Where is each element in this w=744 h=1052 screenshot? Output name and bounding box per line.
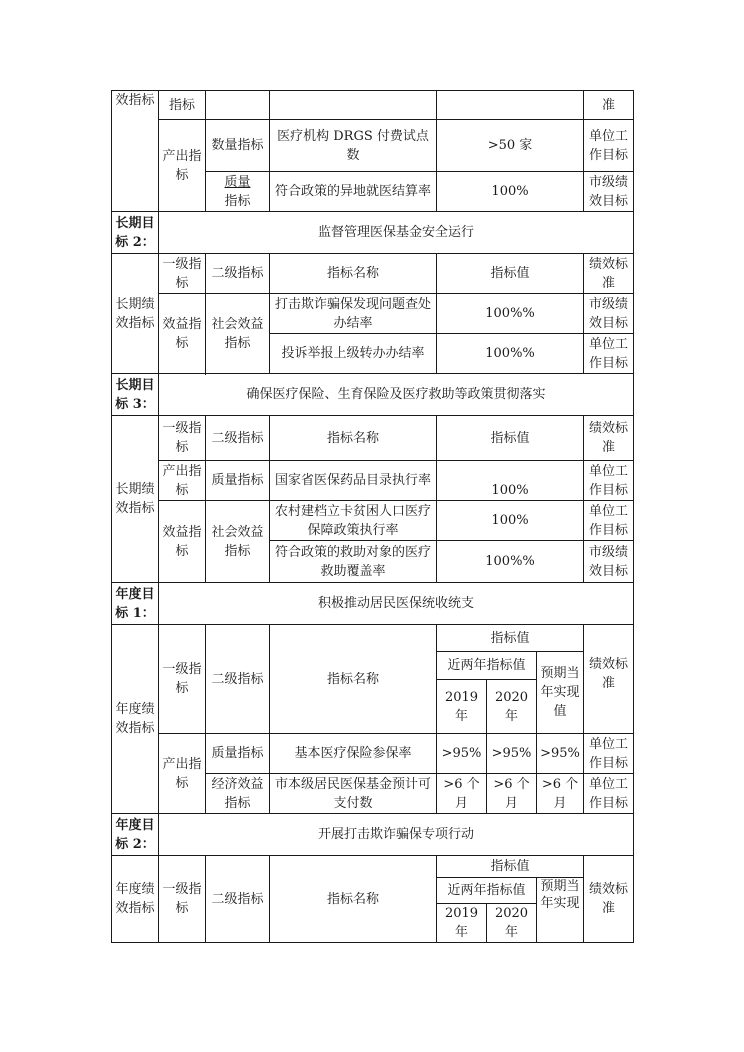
indicator-name: 基本医疗保险参保率 xyxy=(270,734,437,774)
table-row xyxy=(112,734,634,774)
level2-label-b: 指标 xyxy=(224,193,251,209)
table-row xyxy=(112,294,634,334)
level1-label: 产出指标 xyxy=(159,734,206,814)
header-value: 指标值 xyxy=(437,254,584,294)
indicator-value: >50 家 xyxy=(437,120,584,172)
header-2020: 2020 年 xyxy=(487,904,537,943)
section-label: 效指标 xyxy=(112,91,159,212)
header-two-year: 近两年指标值 xyxy=(437,878,537,904)
section-label: 年度绩效指标 xyxy=(112,856,159,943)
level2-label: 社会效益指标 xyxy=(206,501,270,583)
level1-label: 产出指标 xyxy=(159,461,206,501)
goal-text: 开展打击欺诈骗保专项行动 xyxy=(159,814,634,856)
indicator-name: 国家省医保药品目录执行率 xyxy=(270,461,437,501)
goal-label: 长期目标 2： xyxy=(112,212,159,254)
header-row xyxy=(112,416,634,461)
indicator-name: 市本级居民医保基金预计可支付数 xyxy=(270,774,437,814)
table-row xyxy=(112,461,634,501)
header-level2: 二级指标 xyxy=(206,856,270,943)
level1-label: 产出指标 xyxy=(159,120,206,212)
performance-table xyxy=(111,90,634,943)
value-2019: >6 个月 xyxy=(437,774,487,814)
header-level1: 一级指标 xyxy=(159,416,206,461)
goal-row xyxy=(112,583,634,625)
standard-cell: 市级绩效目标 xyxy=(584,172,634,212)
standard-cell: 准 xyxy=(584,91,634,120)
header-name: 指标名称 xyxy=(270,416,437,461)
standard-cell: 市级绩效目标 xyxy=(584,294,634,334)
header-name: 指标名称 xyxy=(270,254,437,294)
level2-label: 数量指标 xyxy=(206,120,270,172)
header-2020: 2020 年 xyxy=(487,680,537,734)
standard-cell: 单位工作目标 xyxy=(584,774,634,814)
goal-label: 年度目标 2： xyxy=(112,814,159,856)
level2-label: 质量指标 xyxy=(206,734,270,774)
goal-row xyxy=(112,374,634,416)
level1-label: 效益指标 xyxy=(159,501,206,583)
standard-cell: 单位工作目标 xyxy=(584,334,634,374)
empty-cell xyxy=(270,91,437,120)
goal-label: 年度目标 1： xyxy=(112,583,159,625)
table-row xyxy=(112,120,634,172)
indicator-name: 投诉举报上级转办办结率 xyxy=(270,334,437,374)
header-standard: 绩效标准 xyxy=(584,856,634,943)
standard-cell: 单位工作目标 xyxy=(584,734,634,774)
header-standard: 绩效标准 xyxy=(584,416,634,461)
goal-text: 确保医疗保险、生育保险及医疗救助等政策贯彻落实 xyxy=(159,374,634,416)
indicator-value: 100% xyxy=(437,172,584,212)
header-value: 指标值 xyxy=(437,625,584,652)
section-label: 年度绩效指标 xyxy=(112,625,159,814)
goal-text: 积极推动居民医保统收统支 xyxy=(159,583,634,625)
header-expected: 预期当年实现值 xyxy=(537,652,584,734)
level2-label: 经济效益指标 xyxy=(206,774,270,814)
header-expected: 预期当年实现 xyxy=(537,878,584,943)
header-level2: 二级指标 xyxy=(206,254,270,294)
header-2019: 2019 年 xyxy=(437,680,487,734)
goal-row xyxy=(112,814,634,856)
standard-cell: 单位工作目标 xyxy=(584,501,634,541)
header-name: 指标名称 xyxy=(270,856,437,943)
standard-cell: 单位工作目标 xyxy=(584,120,634,172)
header-level1: 一级指标 xyxy=(159,625,206,734)
indicator-value: 100% xyxy=(437,501,584,541)
header-level2: 二级指标 xyxy=(206,625,270,734)
header-row xyxy=(112,254,634,294)
value-2020: >95% xyxy=(487,734,537,774)
header-value: 指标值 xyxy=(437,416,584,461)
empty-cell xyxy=(437,91,584,120)
indicator-name: 医疗机构 DRGS 付费试点数 xyxy=(270,120,437,172)
header-two-year: 近两年指标值 xyxy=(437,652,537,680)
header-row xyxy=(112,625,634,652)
indicator-name: 打击欺诈骗保发现问题查处办结率 xyxy=(270,294,437,334)
header-row xyxy=(112,856,634,878)
indicator-value: 100%% xyxy=(437,541,584,583)
header-standard: 绩效标准 xyxy=(584,254,634,294)
header-level2: 二级指标 xyxy=(206,416,270,461)
header-level1: 一级指标 xyxy=(159,856,206,943)
goal-label: 长期目标 3： xyxy=(112,374,159,416)
level1-label: 指标 xyxy=(159,91,206,120)
header-standard: 绩效标准 xyxy=(584,625,634,734)
goal-text: 监督管理医保基金安全运行 xyxy=(159,212,634,254)
indicator-value: 100% xyxy=(437,461,584,501)
header-name: 指标名称 xyxy=(270,625,437,734)
indicator-name: 符合政策的救助对象的医疗救助覆盖率 xyxy=(270,541,437,583)
level2-label-a: 质量 xyxy=(224,174,251,190)
table-row xyxy=(112,501,634,541)
value-2019: >95% xyxy=(437,734,487,774)
value-2020: >6 个月 xyxy=(487,774,537,814)
standard-cell: 市级绩效目标 xyxy=(584,541,634,583)
indicator-name: 农村建档立卡贫困人口医疗保障政策执行率 xyxy=(270,501,437,541)
level2-label: 社会效益指标 xyxy=(206,294,270,374)
level2-label xyxy=(206,172,270,212)
table-row xyxy=(112,91,634,120)
level1-label: 效益指标 xyxy=(159,294,206,374)
level2-label: 质量指标 xyxy=(206,461,270,501)
indicator-value: 100%% xyxy=(437,334,584,374)
indicator-value: 100%% xyxy=(437,294,584,334)
indicator-name: 符合政策的异地就医结算率 xyxy=(270,172,437,212)
section-label: 长期绩效指标 xyxy=(112,416,159,583)
goal-row xyxy=(112,212,634,254)
value-expected: >6 个月 xyxy=(537,774,584,814)
header-2019: 2019 年 xyxy=(437,904,487,943)
standard-cell: 单位工作目标 xyxy=(584,461,634,501)
header-value: 指标值 xyxy=(437,856,584,878)
header-level1: 一级指标 xyxy=(159,254,206,294)
empty-cell xyxy=(206,91,270,120)
section-label: 长期绩效指标 xyxy=(112,254,159,374)
value-expected: >95% xyxy=(537,734,584,774)
